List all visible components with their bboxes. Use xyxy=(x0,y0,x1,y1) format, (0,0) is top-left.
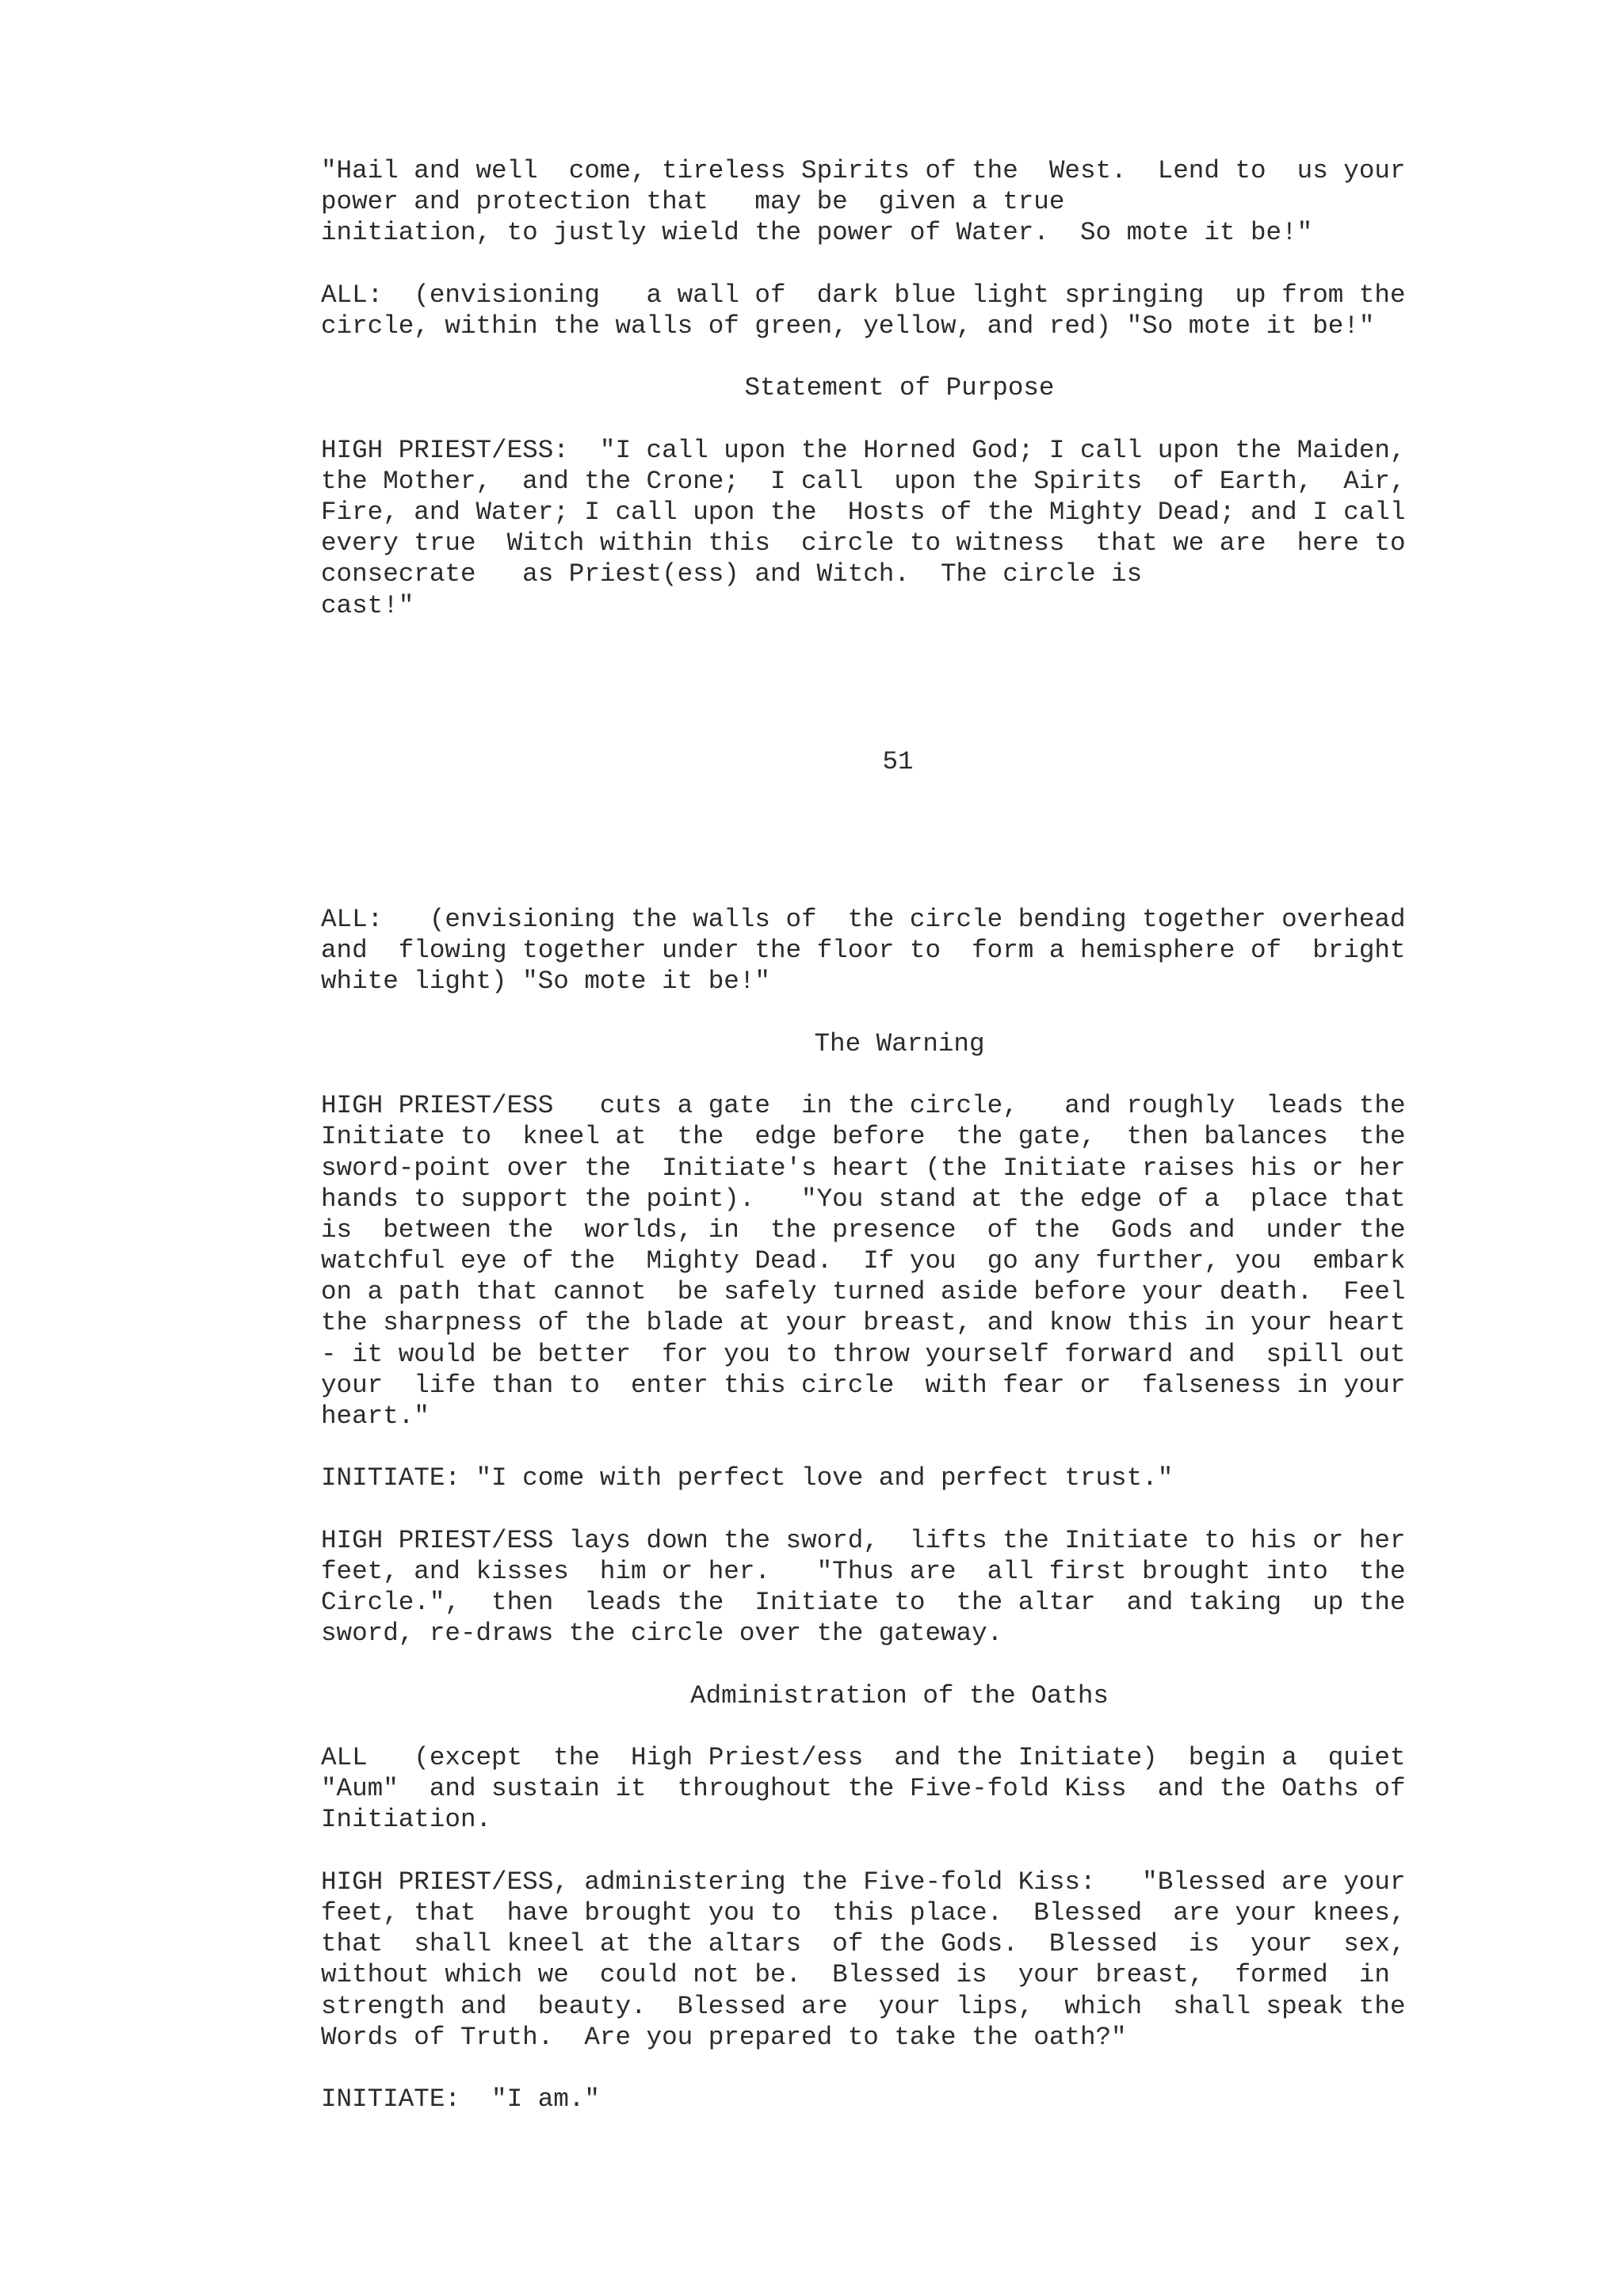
text-line: Fire, and Water; I call upon the Hosts of the Mighty Dead; and I call xyxy=(321,498,1406,528)
paragraph-initiate-am xyxy=(321,2084,1478,2115)
paragraph-lays-down-sword xyxy=(321,1525,1478,1650)
text-line: - it would be better for you to throw yourself forward and spill out xyxy=(321,1339,1406,1369)
heading-administration-of-the-oaths: Administration of the Oaths xyxy=(690,1680,1109,1711)
text-line: watchful eye of the Mighty Dead. If you go any further, you embark xyxy=(321,1246,1406,1276)
paragraph-warning xyxy=(321,1090,1478,1432)
text-line: the sharpness of the blade at your breast, and know this in your heart xyxy=(321,1308,1406,1338)
page-number: 51 xyxy=(882,747,914,776)
text-line: Words of Truth. Are you prepared to take the oath?" xyxy=(321,2022,1127,2052)
text-line: "Hail and well come, tireless Spirits of the West. Lend to us your xyxy=(321,156,1406,185)
paragraph-initiate-trust xyxy=(321,1463,1478,1493)
text-line: without which we could not be. Blessed is your breast, formed in xyxy=(321,1960,1390,1990)
upper-text-block xyxy=(321,155,1478,621)
text-line: ALL: (envisioning a wall of dark blue light springing up from the xyxy=(321,280,1406,310)
text-line: every true Witch within this circle to witness that we are here to xyxy=(321,528,1406,559)
text-line: heart." xyxy=(321,1402,430,1431)
text-line: INITIATE: "I come with perfect love and perfect trust." xyxy=(321,1463,1174,1493)
text-line: HIGH PRIEST/ESS: "I call upon the Horned God; I call upon the Maiden, xyxy=(321,435,1406,465)
text-line: that shall kneel at the altars of the Gods. Blessed is your sex, xyxy=(321,1929,1406,1959)
text-line: consecrate as Priest(ess) and Witch. The circle is xyxy=(321,559,1143,589)
text-line: INITIATE: "I am." xyxy=(321,2084,600,2115)
heading-statement-of-purpose: Statement of Purpose xyxy=(744,373,1055,403)
text-line: on a path that cannot be safely turned aside before your death. Feel xyxy=(321,1277,1406,1307)
text-line: HIGH PRIEST/ESS cuts a gate in the circle, and roughly leads the xyxy=(321,1091,1406,1121)
text-line: feet, and kisses him or her. "Thus are all first brought into the xyxy=(321,1556,1406,1586)
lower-text-block xyxy=(321,904,1478,2115)
text-line: is between the worlds, in the presence of the Gods and under the xyxy=(321,1215,1406,1245)
paragraph-purpose xyxy=(321,435,1478,621)
text-line: ALL (except the High Priest/ess and the Initiate) begin a quiet xyxy=(321,1743,1406,1773)
text-line: feet, that have brought you to this place. Blessed are your knees, xyxy=(321,1898,1406,1928)
paragraph-all-hemisphere xyxy=(321,904,1478,997)
text-line: and flowing together under the floor to form a hemisphere of bright xyxy=(321,936,1406,966)
text-line: strength and beauty. Blessed are your lips, which shall speak the xyxy=(321,1991,1406,2021)
text-line: Initiation. xyxy=(321,1805,492,1835)
text-line: Initiate to kneel at the edge before the gate, then balances the xyxy=(321,1122,1406,1152)
text-line: cast!" xyxy=(321,590,414,620)
text-line: sword-point over the Initiate's heart (the Initiate raises his or her xyxy=(321,1153,1406,1183)
text-line: your life than to enter this circle with fear or falseness in your xyxy=(321,1370,1406,1400)
text-line: initiation, to justly wield the power of Water. So mote it be!" xyxy=(321,218,1313,248)
text-line: sword, re-draws the circle over the gateway. xyxy=(321,1619,1003,1649)
paragraph-all-response xyxy=(321,280,1478,341)
paragraph-aum xyxy=(321,1742,1478,1836)
text-line: ALL: (envisioning the walls of the circle bending together overhead xyxy=(321,905,1406,934)
text-line: HIGH PRIEST/ESS lays down the sword, lifts the Initiate to his or her xyxy=(321,1525,1406,1555)
text-line: Circle.", then leads the Initiate to the altar and taking up the xyxy=(321,1588,1406,1618)
text-line: "Aum" and sustain it throughout the Five-fold Kiss and the Oaths of xyxy=(321,1774,1406,1804)
text-line: HIGH PRIEST/ESS, administering the Five-fold Kiss: "Blessed are your xyxy=(321,1867,1406,1897)
text-line: hands to support the point). "You stand at the edge of a place that xyxy=(321,1184,1406,1214)
text-line: the Mother, and the Crone; I call upon the Spirits of Earth, Air, xyxy=(321,466,1406,496)
paragraph-five-fold-kiss xyxy=(321,1867,1478,2053)
text-line: power and protection that may be given a true xyxy=(321,187,1065,217)
heading-the-warning: The Warning xyxy=(814,1028,985,1058)
paragraph-west-call xyxy=(321,155,1478,249)
text-line: circle, within the walls of green, yellow, and red) "So mote it be!" xyxy=(321,311,1375,341)
text-line: white light) "So mote it be!" xyxy=(321,967,770,997)
